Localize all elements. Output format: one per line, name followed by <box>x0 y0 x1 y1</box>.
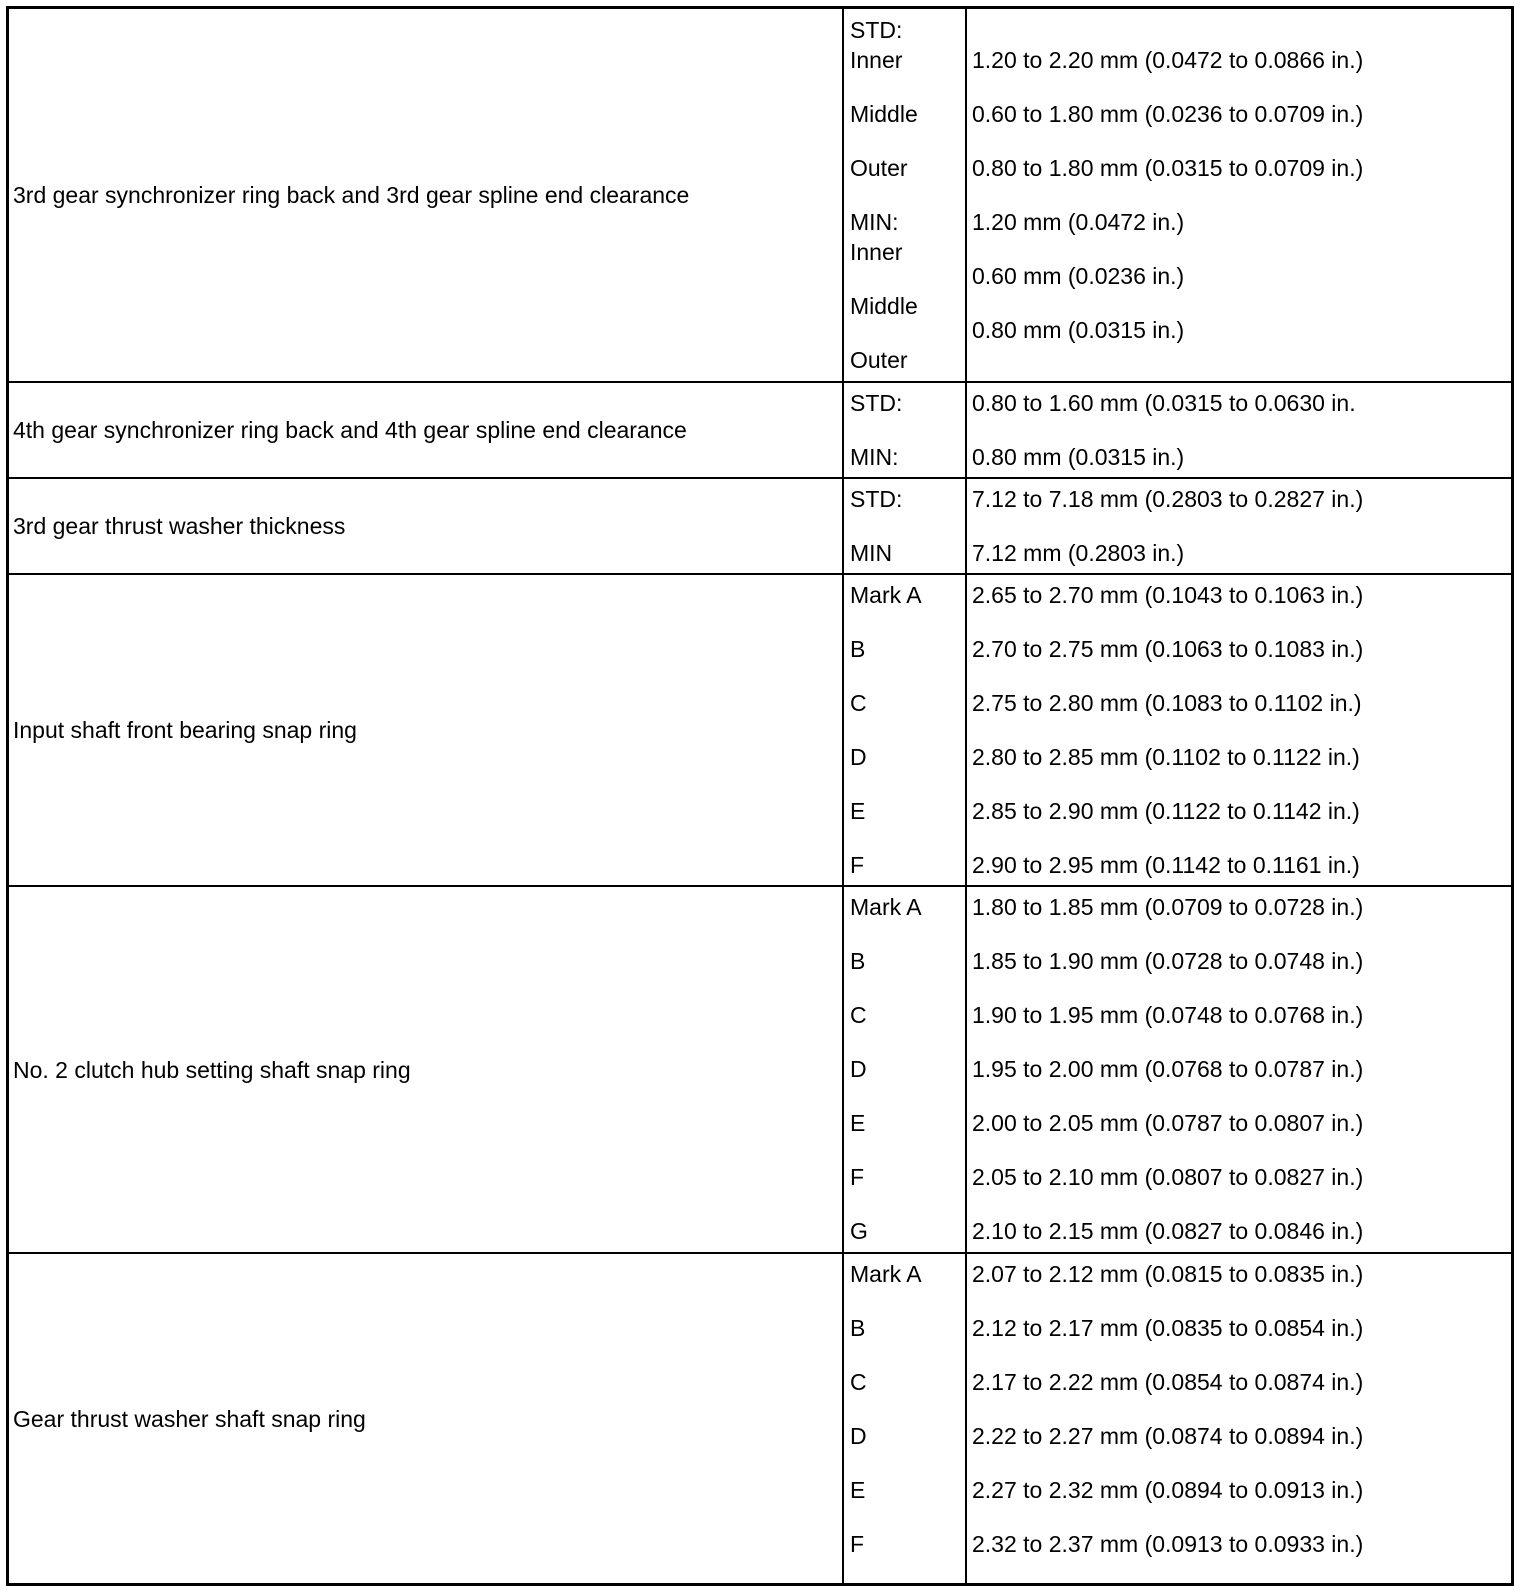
spec-label: Mark A <box>850 582 922 608</box>
spec-value: 1.20 to 2.20 mm (0.0472 to 0.0866 in.) <box>972 47 1364 73</box>
spec-label: D <box>850 1056 867 1082</box>
spec-label: Middle <box>850 101 918 127</box>
spec-value: 1.20 mm (0.0472 in.) <box>972 209 1185 235</box>
spec-label: C <box>850 1002 867 1028</box>
item-cell <box>9 9 844 381</box>
item-name: Gear thrust washer shaft snap ring <box>13 1405 366 1432</box>
spec-value: 2.85 to 2.90 mm (0.1122 to 0.1142 in.) <box>972 798 1360 824</box>
spec-value: 2.10 to 2.15 mm (0.0827 to 0.0846 in.) <box>972 1218 1364 1244</box>
item-name: 4th gear synchronizer ring back and 4th gear spline end clearance <box>13 417 687 443</box>
spec-label: Middle <box>850 293 918 319</box>
spec-value: 1.85 to 1.90 mm (0.0728 to 0.0748 in.) <box>972 948 1364 974</box>
value-cell <box>967 9 1511 381</box>
label-cell <box>844 479 967 573</box>
spec-label: Outer <box>850 347 908 373</box>
spec-value: 7.12 to 7.18 mm (0.2803 to 0.2827 in.) <box>972 486 1364 512</box>
spec-value: 1.95 to 2.00 mm (0.0768 to 0.0787 in.) <box>972 1056 1364 1082</box>
spec-label: D <box>850 744 867 770</box>
label-cell <box>844 383 967 477</box>
value-cell <box>967 1254 1511 1583</box>
spec-label: C <box>850 1369 867 1395</box>
spec-value: 2.12 to 2.17 mm (0.0835 to 0.0854 in.) <box>972 1315 1364 1341</box>
spec-value: 0.60 to 1.80 mm (0.0236 to 0.0709 in.) <box>972 101 1364 127</box>
spec-value: 2.65 to 2.70 mm (0.1043 to 0.1063 in.) <box>972 582 1364 608</box>
spec-label: STD: <box>850 17 903 43</box>
table-row <box>9 477 1511 573</box>
label-cell <box>844 9 967 381</box>
value-cell <box>967 479 1511 573</box>
spec-label: MIN: <box>850 209 899 235</box>
spec-label: STD: <box>850 390 903 416</box>
label-cell <box>844 1254 967 1583</box>
item-name: Input shaft front bearing snap ring <box>13 717 357 743</box>
item-name: 3rd gear thrust washer thickness <box>13 513 346 539</box>
spec-label: Mark A <box>850 894 922 920</box>
spec-value: 0.80 mm (0.0315 in.) <box>972 317 1185 343</box>
spec-value: 2.75 to 2.80 mm (0.1083 to 0.1102 in.) <box>972 690 1362 716</box>
spec-value: 2.80 to 2.85 mm (0.1102 to 0.1122 in.) <box>972 744 1360 770</box>
spec-label: B <box>850 1315 866 1341</box>
item-name: No. 2 clutch hub setting shaft snap ring <box>13 1056 411 1083</box>
spec-value: 2.05 to 2.10 mm (0.0807 to 0.0827 in.) <box>972 1164 1364 1190</box>
spec-value: 0.80 mm (0.0315 in.) <box>972 444 1185 470</box>
spec-label: D <box>850 1423 867 1449</box>
table-row <box>9 885 1511 1252</box>
table-row <box>9 381 1511 477</box>
spec-label: G <box>850 1218 868 1244</box>
spec-value: 2.22 to 2.27 mm (0.0874 to 0.0894 in.) <box>972 1423 1364 1449</box>
value-cell <box>967 383 1511 477</box>
item-cell <box>9 575 844 885</box>
spec-label: E <box>850 1110 866 1136</box>
label-cell <box>844 887 967 1252</box>
spec-value: 2.90 to 2.95 mm (0.1142 to 0.1161 in.) <box>972 852 1360 878</box>
table-row <box>9 1252 1511 1583</box>
spec-label: F <box>850 1164 865 1190</box>
spec-label: B <box>850 948 866 974</box>
spec-label: C <box>850 690 867 716</box>
spec-value: 7.12 mm (0.2803 in.) <box>972 540 1185 566</box>
item-cell <box>9 383 844 477</box>
spec-value: 0.80 to 1.80 mm (0.0315 to 0.0709 in.) <box>972 155 1364 181</box>
spec-label: E <box>850 798 866 824</box>
spec-label: MIN <box>850 540 893 566</box>
item-name: 3rd gear synchronizer ring back and 3rd gear spline end clearance <box>13 182 690 208</box>
spec-label: Inner <box>850 47 903 73</box>
spec-value: 0.60 mm (0.0236 in.) <box>972 263 1185 289</box>
label-cell <box>844 575 967 885</box>
spec-label: E <box>850 1477 866 1503</box>
spec-value: 1.90 to 1.95 mm (0.0748 to 0.0768 in.) <box>972 1002 1364 1028</box>
spec-table <box>6 6 1514 1586</box>
value-cell <box>967 887 1511 1252</box>
spec-value: 2.70 to 2.75 mm (0.1063 to 0.1083 in.) <box>972 636 1364 662</box>
spec-label: F <box>850 1531 865 1557</box>
spec-label: Outer <box>850 155 908 181</box>
spec-value: 2.17 to 2.22 mm (0.0854 to 0.0874 in.) <box>972 1369 1364 1395</box>
spec-value: 1.80 to 1.85 mm (0.0709 to 0.0728 in.) <box>972 894 1364 920</box>
item-cell <box>9 479 844 573</box>
spec-value: 0.80 to 1.60 mm (0.0315 to 0.0630 in. <box>972 390 1356 416</box>
spec-value: 2.07 to 2.12 mm (0.0815 to 0.0835 in.) <box>972 1261 1364 1287</box>
table-row <box>9 9 1511 381</box>
spec-label: Mark A <box>850 1261 922 1287</box>
spec-value: 2.32 to 2.37 mm (0.0913 to 0.0933 in.) <box>972 1531 1364 1557</box>
item-cell <box>9 1254 844 1583</box>
spec-label: MIN: <box>850 444 899 470</box>
item-cell <box>9 887 844 1252</box>
spec-label: STD: <box>850 486 903 512</box>
table-row <box>9 573 1511 885</box>
spec-value: 2.27 to 2.32 mm (0.0894 to 0.0913 in.) <box>972 1477 1364 1503</box>
value-cell <box>967 575 1511 885</box>
spec-value: 2.00 to 2.05 mm (0.0787 to 0.0807 in.) <box>972 1110 1364 1136</box>
spec-label: B <box>850 636 866 662</box>
spec-label: F <box>850 852 865 878</box>
spec-label: Inner <box>850 239 903 265</box>
